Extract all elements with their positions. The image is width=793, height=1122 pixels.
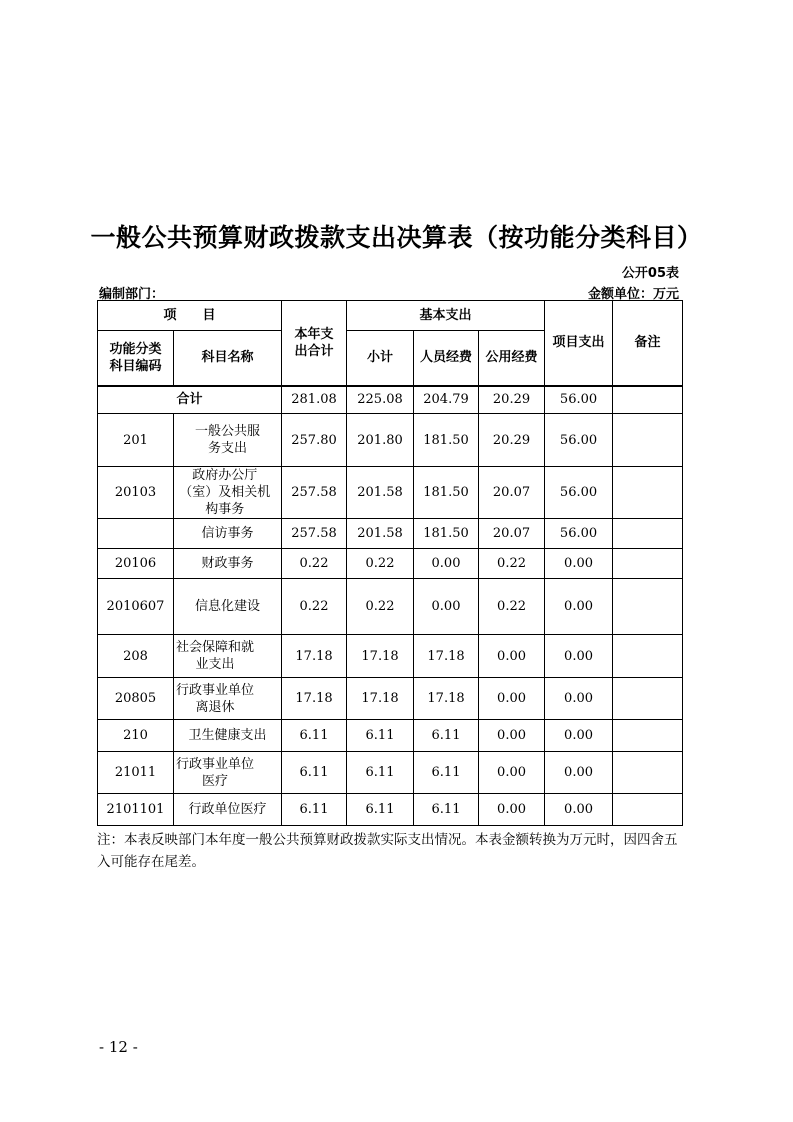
table-row: [98, 414, 683, 467]
cell-public: 20.07: [479, 519, 545, 549]
cell-remark: [613, 519, 683, 549]
cell-name: 政府办公厅（室）及相关机构事务: [174, 467, 282, 519]
cell-remark: [613, 386, 683, 414]
cell-total: 17.18: [282, 678, 347, 720]
cell-name: 信息化建设: [174, 579, 282, 635]
cell-project: 0.00: [545, 549, 613, 579]
cell-name: 行政单位医疗: [174, 794, 282, 826]
cell-code: 20805: [98, 678, 174, 720]
cell-personnel: 0.00: [414, 549, 479, 579]
cell-code: 2010607: [98, 579, 174, 635]
cell-remark: [613, 678, 683, 720]
table-row: [98, 794, 683, 826]
cell-name: 社会保障和就业支出: [174, 635, 282, 678]
page-title: 一般公共预算财政拨款支出决算表（按功能分类科目）: [90, 223, 703, 252]
header-public: 公用经费: [479, 331, 545, 386]
cell-personnel: 6.11: [414, 752, 479, 794]
cell-project: 0.00: [545, 635, 613, 678]
cell-total: 257.58: [282, 519, 347, 549]
cell-code: 2101101: [98, 794, 174, 826]
cell-personnel: 17.18: [414, 678, 479, 720]
cell-code: 210: [98, 720, 174, 752]
table-row: [98, 720, 683, 752]
cell-remark: [613, 549, 683, 579]
cell-public: 20.29: [479, 386, 545, 414]
cell-total: 6.11: [282, 752, 347, 794]
header-basic: 基本支出: [347, 301, 545, 331]
header-subtotal: 小计: [347, 331, 414, 386]
cell-name: 一般公共服务支出: [174, 414, 282, 467]
cell-subtotal: 201.58: [347, 519, 414, 549]
cell-project: 56.00: [545, 414, 613, 467]
header-remark: 备注: [613, 301, 683, 386]
cell-public: 20.07: [479, 467, 545, 519]
cell-subtotal: 0.22: [347, 549, 414, 579]
header-item: 项 目: [98, 301, 282, 331]
cell-project: 0.00: [545, 720, 613, 752]
cell-name: 行政事业单位离退休: [174, 678, 282, 720]
table-row: [98, 635, 683, 678]
cell-name: 卫生健康支出: [174, 720, 282, 752]
cell-public: 0.00: [479, 752, 545, 794]
table-row: [98, 519, 683, 549]
cell-total: 6.11: [282, 794, 347, 826]
cell-personnel: 17.18: [414, 635, 479, 678]
table-note: 注：本表反映部门本年度一般公共预算财政拨款实际支出情况。本表金额转换为万元时，因四舍五入可能存在尾差。: [97, 832, 678, 870]
cell-code: 208: [98, 635, 174, 678]
table-row: [98, 678, 683, 720]
cell-code: 20106: [98, 549, 174, 579]
cell-subtotal: 6.11: [347, 752, 414, 794]
header-code: 功能分类科目编码: [98, 331, 174, 386]
cell-public: 20.29: [479, 414, 545, 467]
cell-total: 257.58: [282, 467, 347, 519]
cell-subtotal: 201.80: [347, 414, 414, 467]
table-row: [98, 579, 683, 635]
table-row-total: [98, 386, 683, 414]
header-personnel: 人员经费: [414, 331, 479, 386]
table-row: [98, 752, 683, 794]
cell-project: 56.00: [545, 467, 613, 519]
cell-subtotal: 17.18: [347, 635, 414, 678]
table-row: [98, 549, 683, 579]
cell-personnel: 181.50: [414, 467, 479, 519]
cell-total: 0.22: [282, 549, 347, 579]
cell-subtotal: 201.58: [347, 467, 414, 519]
cell-project: 0.00: [545, 678, 613, 720]
cell-project: 0.00: [545, 794, 613, 826]
cell-code: 21011: [98, 752, 174, 794]
cell-personnel: 6.11: [414, 720, 479, 752]
expenditure-table: [97, 300, 683, 826]
cell-total: 17.18: [282, 635, 347, 678]
cell-project: 0.00: [545, 579, 613, 635]
cell-personnel: 181.50: [414, 414, 479, 467]
cell-public: 0.00: [479, 678, 545, 720]
cell-total: 6.11: [282, 720, 347, 752]
cell-subtotal: 225.08: [347, 386, 414, 414]
cell-project: 56.00: [545, 519, 613, 549]
cell-project: 0.00: [545, 752, 613, 794]
cell-total: 0.22: [282, 579, 347, 635]
header-total: 本年支出合计: [282, 301, 347, 386]
cell-name: 行政事业单位医疗: [174, 752, 282, 794]
cell-personnel: 181.50: [414, 519, 479, 549]
page-number: - 12 -: [99, 1038, 138, 1056]
cell-remark: [613, 635, 683, 678]
form-number: 公开05表: [621, 266, 679, 281]
cell-remark: [613, 467, 683, 519]
cell-total: 281.08: [282, 386, 347, 414]
dept-label: 编制部门：: [99, 287, 165, 302]
cell-public: 0.22: [479, 579, 545, 635]
table-row: [98, 467, 683, 519]
cell-public: 0.00: [479, 720, 545, 752]
cell-name: 财政事务: [174, 549, 282, 579]
cell-code: 201: [98, 414, 174, 467]
header-project: 项目支出: [545, 301, 613, 386]
cell-subtotal: 6.11: [347, 720, 414, 752]
cell-personnel: 0.00: [414, 579, 479, 635]
header-name: 科目名称: [174, 331, 282, 386]
cell-remark: [613, 579, 683, 635]
cell-public: 0.00: [479, 794, 545, 826]
cell-code: 20103: [98, 467, 174, 519]
cell-subtotal: 6.11: [347, 794, 414, 826]
cell-public: 0.00: [479, 635, 545, 678]
cell-remark: [613, 794, 683, 826]
total-label: 合计: [98, 386, 282, 414]
cell-public: 0.22: [479, 549, 545, 579]
cell-personnel: 6.11: [414, 794, 479, 826]
cell-code: [98, 519, 174, 549]
cell-subtotal: 17.18: [347, 678, 414, 720]
cell-total: 257.80: [282, 414, 347, 467]
cell-remark: [613, 414, 683, 467]
cell-name: 信访事务: [174, 519, 282, 549]
unit-label: 金额单位：万元: [587, 287, 679, 302]
cell-remark: [613, 752, 683, 794]
cell-remark: [613, 720, 683, 752]
cell-project: 56.00: [545, 386, 613, 414]
cell-subtotal: 0.22: [347, 579, 414, 635]
cell-personnel: 204.79: [414, 386, 479, 414]
